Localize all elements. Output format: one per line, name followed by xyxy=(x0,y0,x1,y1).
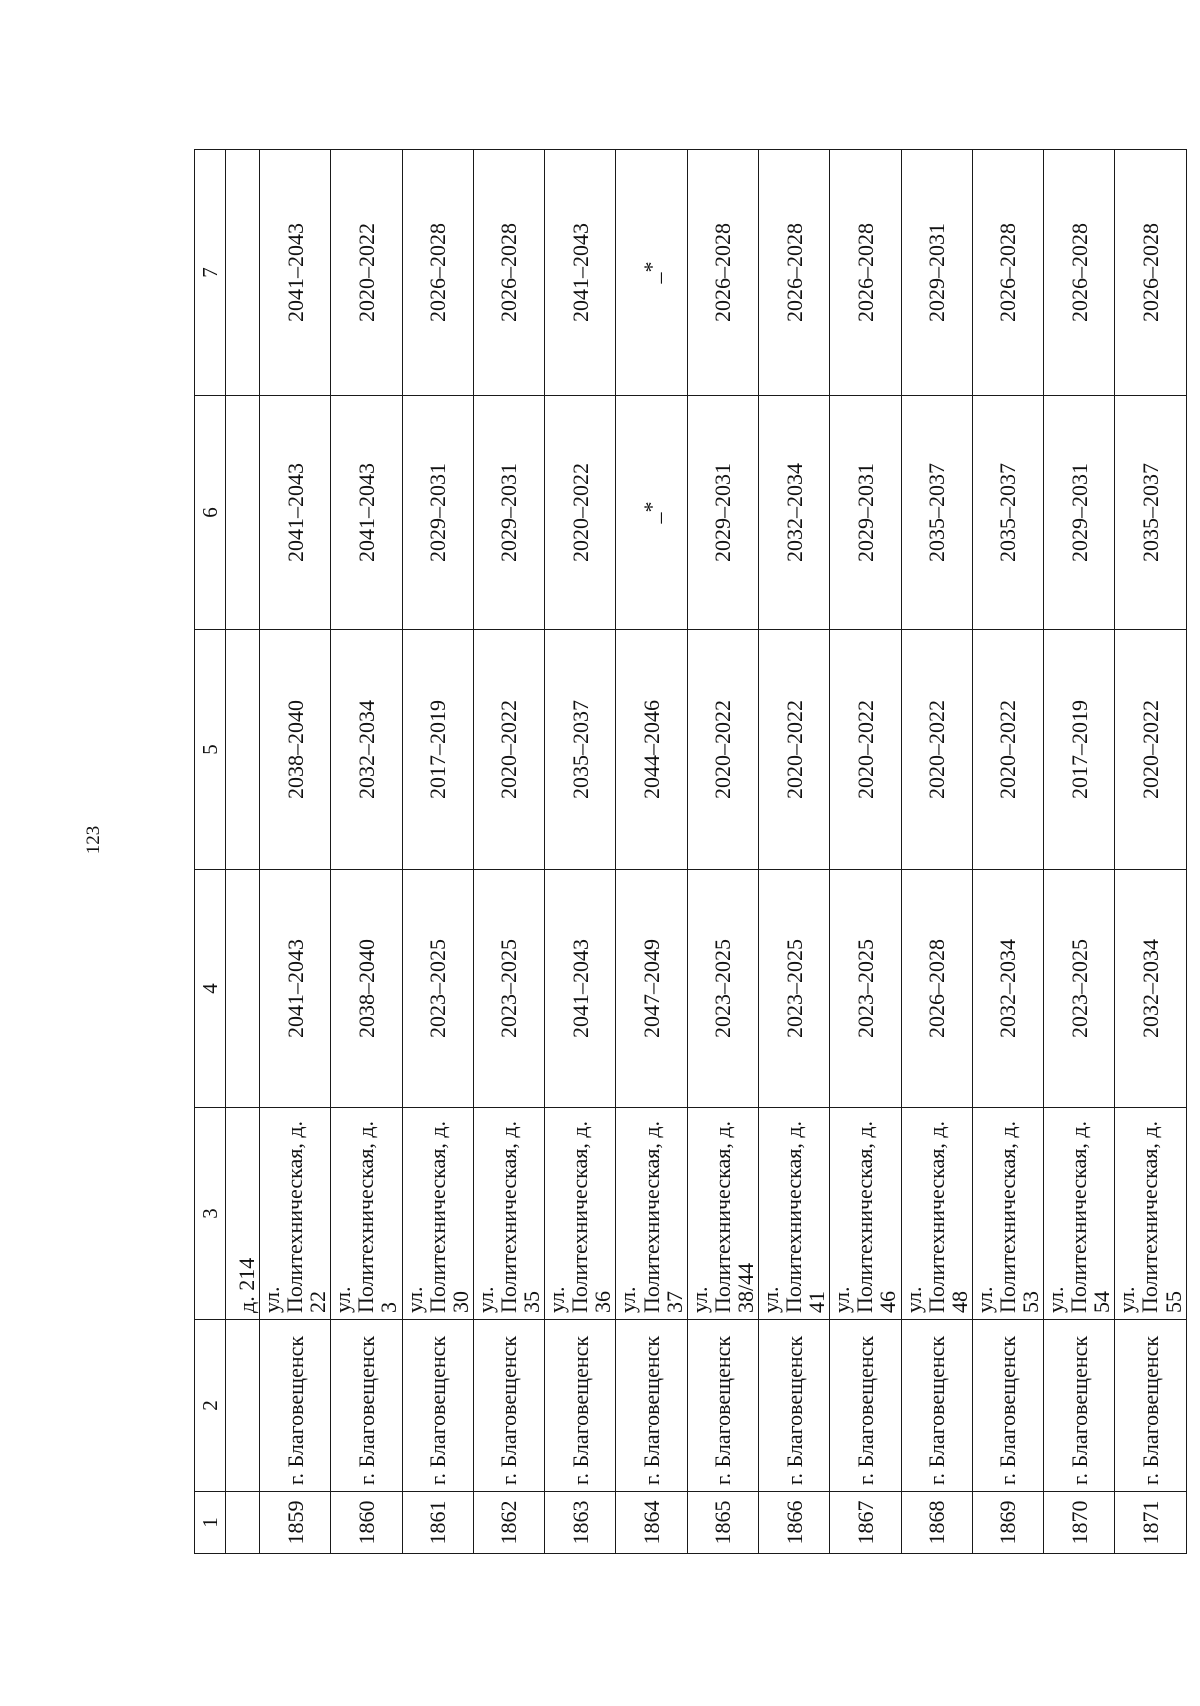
cell-col6: 2029–2031 xyxy=(687,396,758,630)
cell-col7: 2026–2028 xyxy=(1115,150,1186,396)
cell-num: 1864 xyxy=(616,1492,687,1554)
cell-address: д. 214 xyxy=(226,1108,260,1320)
cell-col6: 2035–2037 xyxy=(901,396,972,630)
cell-col6 xyxy=(226,396,260,630)
cell-col4: 2023–2025 xyxy=(1044,870,1115,1108)
cell-col5: 2020–2022 xyxy=(901,630,972,870)
cell-num: 1870 xyxy=(1044,1492,1115,1554)
cell-col5: 2035–2037 xyxy=(545,630,616,870)
cell-city: г. Благовещенск xyxy=(1044,1320,1115,1492)
cell-col5: 2032–2034 xyxy=(331,630,402,870)
cell-city: г. Благовещенск xyxy=(473,1320,544,1492)
cell-col5: 2020–2022 xyxy=(1115,630,1186,870)
table-row xyxy=(830,150,901,1554)
cell-city: г. Благовещенск xyxy=(758,1320,829,1492)
cell-num xyxy=(226,1492,260,1554)
cell-col7: 2020–2022 xyxy=(331,150,402,396)
cell-num: 1863 xyxy=(545,1492,616,1554)
cell-col4: 2023–2025 xyxy=(687,870,758,1108)
table-row xyxy=(402,150,473,1554)
cell-col6: 2035–2037 xyxy=(1115,396,1186,630)
cell-col4: 2026–2028 xyxy=(901,870,972,1108)
cell-col4: 2023–2025 xyxy=(402,870,473,1108)
cell-col5: 2020–2022 xyxy=(687,630,758,870)
table-row xyxy=(1044,150,1115,1554)
cell-col7: 2026–2028 xyxy=(830,150,901,396)
cell-num: 1867 xyxy=(830,1492,901,1554)
table-row xyxy=(331,150,402,1554)
cell-city: г. Благовещенск xyxy=(402,1320,473,1492)
cell-num: 1868 xyxy=(901,1492,972,1554)
cell-col5: 2017–2019 xyxy=(402,630,473,870)
table-row xyxy=(473,150,544,1554)
cell-col5 xyxy=(226,630,260,870)
cell-city: г. Благовещенск xyxy=(901,1320,972,1492)
cell-address: ул. Политехническая, д. 46 xyxy=(830,1108,901,1320)
cell-city xyxy=(226,1320,260,1492)
cell-col7 xyxy=(226,150,260,396)
cell-city: г. Благовещенск xyxy=(1115,1320,1186,1492)
cell-col5: 2044–2046 xyxy=(616,630,687,870)
table-row xyxy=(1115,150,1186,1554)
cell-address: ул. Политехническая, д. 38/44 xyxy=(687,1108,758,1320)
cell-city: г. Благовещенск xyxy=(260,1320,331,1492)
cell-city: г. Благовещенск xyxy=(972,1320,1043,1492)
cell-col4 xyxy=(226,870,260,1108)
cell-num: 1862 xyxy=(473,1492,544,1554)
table-row xyxy=(972,150,1043,1554)
cell-col7: 2041–2043 xyxy=(260,150,331,396)
cell-col4: 2038–2040 xyxy=(331,870,402,1108)
col-header-4: 4 xyxy=(195,870,226,1108)
col-header-2: 2 xyxy=(195,1320,226,1492)
cell-address: ул. Политехническая, д. 55 xyxy=(1115,1108,1186,1320)
cell-col6: 2041–2043 xyxy=(331,396,402,630)
cell-num: 1871 xyxy=(1115,1492,1186,1554)
cell-col4: 2041–2043 xyxy=(545,870,616,1108)
cell-address: ул. Политехническая, д. 22 xyxy=(260,1108,331,1320)
table-row xyxy=(260,150,331,1554)
cell-col4: 2032–2034 xyxy=(1115,870,1186,1108)
cell-col7: 2026–2028 xyxy=(687,150,758,396)
cell-col5: 2020–2022 xyxy=(473,630,544,870)
cell-address: ул. Политехническая, д. 35 xyxy=(473,1108,544,1320)
cell-address: ул. Политехническая, д. 37 xyxy=(616,1108,687,1320)
cell-col7: 2026–2028 xyxy=(972,150,1043,396)
cell-city: г. Благовещенск xyxy=(331,1320,402,1492)
cell-num: 1861 xyxy=(402,1492,473,1554)
cell-col4: 2023–2025 xyxy=(830,870,901,1108)
cell-city: г. Благовещенск xyxy=(687,1320,758,1492)
cell-col6: 2029–2031 xyxy=(830,396,901,630)
col-header-6: 6 xyxy=(195,396,226,630)
col-header-3: 3 xyxy=(195,1108,226,1320)
cell-col4: 2023–2025 xyxy=(473,870,544,1108)
page-number: 123 xyxy=(83,825,104,855)
table-row xyxy=(758,150,829,1554)
cell-col7: 2029–2031 xyxy=(901,150,972,396)
cell-col6: 2032–2034 xyxy=(758,396,829,630)
col-header-1: 1 xyxy=(195,1492,226,1554)
cell-city: г. Благовещенск xyxy=(545,1320,616,1492)
cell-num: 1869 xyxy=(972,1492,1043,1554)
cell-col7: _* xyxy=(616,150,687,396)
cell-col7: 2026–2028 xyxy=(402,150,473,396)
cell-address: ул. Политехническая, д. 41 xyxy=(758,1108,829,1320)
cell-num: 1866 xyxy=(758,1492,829,1554)
cell-col5: 2020–2022 xyxy=(830,630,901,870)
cell-col6: 2035–2037 xyxy=(972,396,1043,630)
continuation-row xyxy=(226,150,260,1554)
cell-col6: 2041–2043 xyxy=(260,396,331,630)
table-row xyxy=(901,150,972,1554)
cell-col5: 2020–2022 xyxy=(972,630,1043,870)
rotated-table-wrapper xyxy=(194,150,1186,1554)
cell-num: 1859 xyxy=(260,1492,331,1554)
cell-col7: 2026–2028 xyxy=(473,150,544,396)
cell-address: ул. Политехническая, д. 48 xyxy=(901,1108,972,1320)
cell-address: ул. Политехническая, д. 3 xyxy=(331,1108,402,1320)
cell-address: ул. Политехническая, д. 54 xyxy=(1044,1108,1115,1320)
cell-address: ул. Политехническая, д. 53 xyxy=(972,1108,1043,1320)
cell-col7: 2026–2028 xyxy=(758,150,829,396)
table-row xyxy=(687,150,758,1554)
cell-col6: 2029–2031 xyxy=(473,396,544,630)
cell-city: г. Благовещенск xyxy=(616,1320,687,1492)
cell-col7: 2026–2028 xyxy=(1044,150,1115,396)
header-row xyxy=(195,150,226,1554)
cell-col4: 2047–2049 xyxy=(616,870,687,1108)
cell-col5: 2038–2040 xyxy=(260,630,331,870)
col-header-7: 7 xyxy=(195,150,226,396)
cell-city: г. Благовещенск xyxy=(830,1320,901,1492)
cell-col6: _* xyxy=(616,396,687,630)
col-header-5: 5 xyxy=(195,630,226,870)
schedule-table xyxy=(194,149,1187,1554)
cell-col6: 2029–2031 xyxy=(1044,396,1115,630)
cell-col6: 2029–2031 xyxy=(402,396,473,630)
cell-col5: 2020–2022 xyxy=(758,630,829,870)
table-row xyxy=(616,150,687,1554)
cell-col6: 2020–2022 xyxy=(545,396,616,630)
cell-num: 1860 xyxy=(331,1492,402,1554)
cell-col4: 2032–2034 xyxy=(972,870,1043,1108)
cell-num: 1865 xyxy=(687,1492,758,1554)
cell-col4: 2041–2043 xyxy=(260,870,331,1108)
cell-col5: 2017–2019 xyxy=(1044,630,1115,870)
cell-col4: 2023–2025 xyxy=(758,870,829,1108)
table-row xyxy=(545,150,616,1554)
cell-col7: 2041–2043 xyxy=(545,150,616,396)
cell-address: ул. Политехническая, д. 30 xyxy=(402,1108,473,1320)
cell-address: ул. Политехническая, д. 36 xyxy=(545,1108,616,1320)
